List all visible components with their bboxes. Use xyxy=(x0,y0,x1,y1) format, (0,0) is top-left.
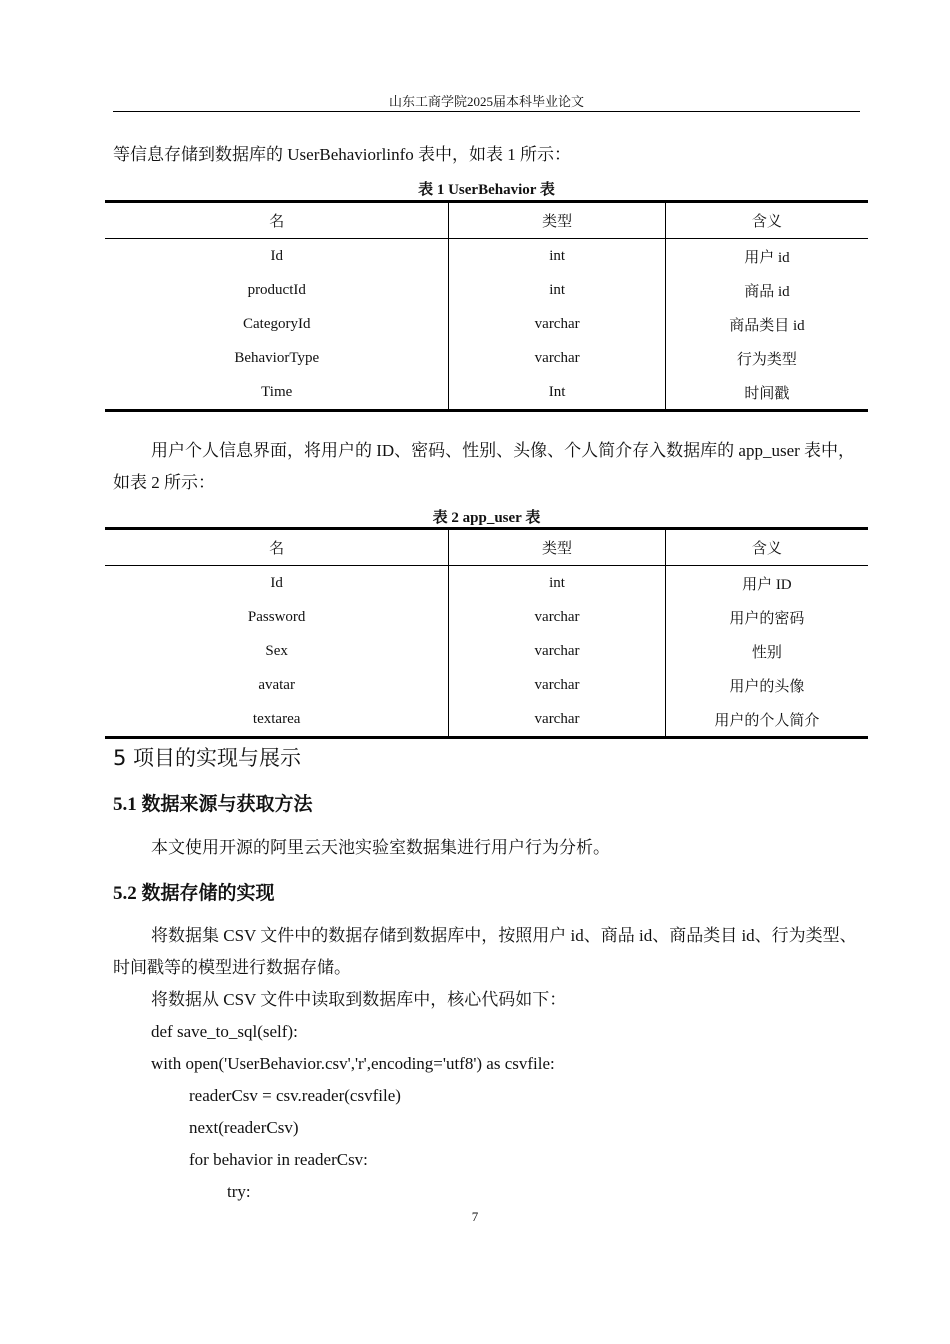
cell-meaning: 商品 id xyxy=(665,273,868,307)
cell-type: varchar xyxy=(449,341,665,375)
cell-type: int xyxy=(449,566,665,601)
cell-name: CategoryId xyxy=(242,315,311,332)
cell-name: Password xyxy=(247,608,306,625)
code-line: try: xyxy=(227,1182,251,1201)
cell-meaning: 性别 xyxy=(665,634,868,668)
table-row xyxy=(105,566,868,601)
column-header-name: 名 xyxy=(105,529,449,566)
code-line: def save_to_sql(self): xyxy=(151,1022,298,1041)
cell-name: Id xyxy=(270,247,283,264)
cell-meaning: 时间戳 xyxy=(665,375,868,411)
column-header-type: 类型 xyxy=(449,202,665,239)
code-line: next(readerCsv) xyxy=(189,1118,299,1137)
intro-line: 等信息存储到数据库的 UserBehaviorlinfo 表中，如表 1 所示： xyxy=(113,145,572,164)
cell-name: Time xyxy=(105,375,449,411)
table-row xyxy=(105,341,868,375)
cell-type: varchar xyxy=(449,634,665,668)
code-line: with open('UserBehavior.csv','r',encoding='utf8') as csvfile: xyxy=(151,1054,555,1073)
cell-name: Id xyxy=(270,574,283,591)
cell-meaning: 用户的密码 xyxy=(665,600,868,634)
cell-name: productId xyxy=(247,281,306,298)
paragraph-code-intro: 将数据从 CSV 文件中读取到数据库中，核心代码如下： xyxy=(151,990,567,1009)
table1-caption: 表 1 UserBehavior 表 xyxy=(418,182,555,198)
cell-type: int xyxy=(449,273,665,307)
section-heading-5-1: 5.1 数据来源与获取方法 xyxy=(113,794,313,815)
cell-meaning: 行为类型 xyxy=(665,341,868,375)
table-row xyxy=(105,600,868,634)
table2-caption: 表 2 app_user 表 xyxy=(432,510,541,526)
cell-meaning: 用户 id xyxy=(665,239,868,274)
table-row xyxy=(105,239,868,274)
column-header-name: 名 xyxy=(105,202,449,239)
table-row xyxy=(105,634,868,668)
cell-name: textarea xyxy=(105,702,449,738)
table-header-row xyxy=(105,529,868,566)
paragraph-user-info: 用户个人信息界面，将用户的 ID、密码、性别、头像、个人简介存入数据库的 app_user 表中，如表 2 所示： xyxy=(113,441,856,492)
cell-type: int xyxy=(449,239,665,274)
table-userbehavior xyxy=(105,200,868,412)
cell-type: Int xyxy=(449,375,665,411)
section-heading-5-2: 5.2 数据存储的实现 xyxy=(113,883,275,904)
cell-type: varchar xyxy=(449,600,665,634)
table-row xyxy=(105,273,868,307)
table-row xyxy=(105,307,868,341)
column-header-meaning: 含义 xyxy=(665,202,868,239)
cell-meaning: 商品类目 id xyxy=(665,307,868,341)
paragraph-data-source: 本文使用开源的阿里云天池实验室数据集进行用户行为分析。 xyxy=(151,838,610,857)
column-header-meaning: 含义 xyxy=(665,529,868,566)
table-header-row xyxy=(105,202,868,239)
section-heading-5: 5 项目的实现与展示 xyxy=(113,746,302,770)
table-row xyxy=(105,375,868,411)
cell-name: BehaviorType xyxy=(234,349,320,366)
cell-meaning: 用户的头像 xyxy=(665,668,868,702)
table-row xyxy=(105,702,868,738)
cell-meaning: 用户的个人简介 xyxy=(665,702,868,738)
cell-name: avatar xyxy=(258,676,295,693)
column-header-type: 类型 xyxy=(449,529,665,566)
cell-type: varchar xyxy=(449,668,665,702)
cell-name: Sex xyxy=(265,642,288,659)
paragraph-data-storage: 将数据集 CSV 文件中的数据存储到数据库中，按照用户 id、商品 id、商品类目 id、行为类型、时间戳等的模型进行数据存储。 xyxy=(113,926,857,977)
code-line: for behavior in readerCsv: xyxy=(189,1150,368,1169)
page-number: 7 xyxy=(471,1209,479,1224)
running-header: 山东工商学院2025届本科毕业论文 xyxy=(113,91,860,112)
code-line: readerCsv = csv.reader(csvfile) xyxy=(189,1086,401,1105)
cell-meaning: 用户 ID xyxy=(665,566,868,601)
cell-type: varchar xyxy=(449,307,665,341)
table-app-user xyxy=(105,527,868,739)
cell-type: varchar xyxy=(449,702,665,738)
table-row xyxy=(105,668,868,702)
